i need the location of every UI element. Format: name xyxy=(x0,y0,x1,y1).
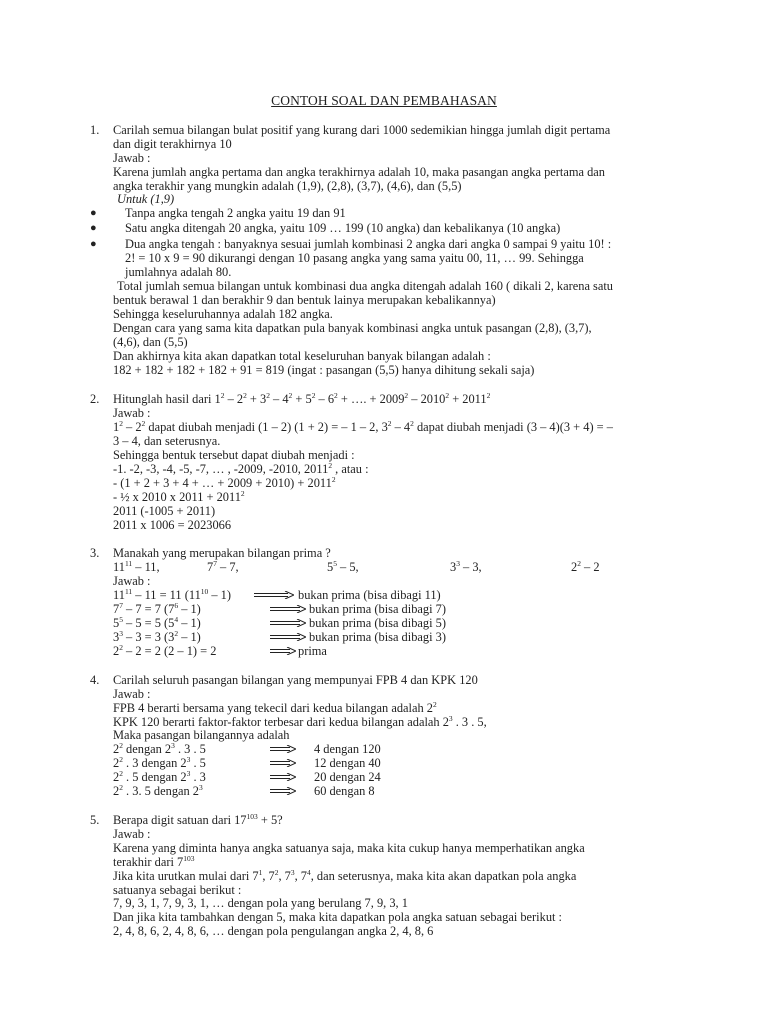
q1-bullet-3-line-1: Dua angka tengah : banyaknya sesuai jumlah kombinasi 2 angka dari angka 0 sampai 9 yaitu 10! : xyxy=(125,237,612,251)
q2-question: Hitunglah hasil dari $1^2 - 2^2 + 3^2 - 4^2 + 5^2 - 6^2$ + …. + $2009^2 - 2010^2 + 2011^2$ xyxy=(113,391,491,406)
q1-jawab: Jawab : xyxy=(113,151,151,165)
q4-jawab: Jawab : xyxy=(113,687,151,701)
q5-line-4: satuanya sebagai berikut : xyxy=(113,883,242,897)
q1-bullet-3-line-3: jumlahnya adalah 80. xyxy=(125,265,232,279)
q2-line-6: - ½ x 2010 x $2011 + 2011^2$ xyxy=(113,489,245,504)
q2-jawab: Jawab : xyxy=(113,406,151,420)
q3-question: Manakah yang merupakan bilangan prima ? xyxy=(113,546,331,560)
q4-pair-4-expr: $2^2$ . 3. 5 dengan $2^3$ xyxy=(113,783,203,798)
right-arrow-icon xyxy=(270,633,306,641)
right-arrow-icon xyxy=(270,647,296,655)
q5-number: 5. xyxy=(90,813,100,827)
right-arrow-icon xyxy=(270,745,296,753)
q4-pair-4-result: 60 dengan 8 xyxy=(314,784,375,798)
q3-row-2-result: bukan prima (bisa dibagi 7) xyxy=(309,602,446,616)
q1-question-line-1: Carilah semua bilangan bulat positif yang kurang dari 1000 sedemikian hingga jumlah digit pertama xyxy=(113,123,611,137)
q3-row-3-result: bukan prima (bisa dibagi 5) xyxy=(309,616,446,630)
q3-option-1: $11^{11} - 11$, xyxy=(113,559,160,574)
q3-row-1-expr: $11^{11} - 11 = 11$ $(11^{10} - 1)$ xyxy=(113,587,231,602)
right-arrow-icon xyxy=(270,605,306,613)
right-arrow-icon xyxy=(254,591,294,599)
q4-pair-2-expr: $2^2$ . 3 dengan $2^3$ . 5 xyxy=(113,755,206,770)
q1-question-line-2: dan digit terakhirnya 10 xyxy=(113,137,232,151)
right-arrow-icon xyxy=(270,773,296,781)
q2-line-7: 2011 (-1005 + 2011) xyxy=(113,504,216,518)
q1-dengan-line-2: (4,6), dan (5,5) xyxy=(113,335,188,349)
q4-pair-1-expr: $2^2$ dengan $2^3$ . 3 . 5 xyxy=(113,741,206,756)
q1-untuk-heading: Untuk (1,9) xyxy=(117,192,175,206)
q1-sehingga: Sehingga keseluruhannya adalah 182 angka. xyxy=(113,307,333,321)
q1-result: 182 + 182 + 182 + 182 + 91 = 819 (ingat : pasangan (5,5) hanya dihitung sekali saja) xyxy=(113,363,535,377)
q2-line-4: -1. -2, -3, -4, -5, -7, … , -2009, -2010, 2011$^2$ , atau : xyxy=(113,461,369,476)
q4-fpb-line: FPB 4 berarti bersama yang tekecil dari kedua bilangan adalah $2^2$ xyxy=(113,700,437,715)
bullet-icon: ● xyxy=(90,238,97,250)
right-arrow-icon xyxy=(270,619,306,627)
q4-number: 4. xyxy=(90,673,100,687)
q2-number: 2. xyxy=(90,392,100,406)
q2-line-5: - (1 + 2 + 3 + 4 + … + $2009 + 2010) + 2011^2$ xyxy=(113,475,336,490)
q2-line-8: 2011 x 1006 = 2023066 xyxy=(113,518,232,532)
q1-intro-line-2: angka terakhir yang mungkin adalah (1,9), (2,8), (3,7), (4,6), dan (5,5) xyxy=(113,179,462,193)
q1-intro-line-1: Karena jumlah angka pertama dan angka terakhirnya adalah 10, maka pasangan angka pertama dan xyxy=(113,165,605,179)
q3-option-2: $7^7 - 7$, xyxy=(207,559,239,574)
q3-row-3-expr: $5^5 - 5 = 5$ $(5^4 - 1)$ xyxy=(113,615,201,630)
q5-line-3: Jika kita urutkan mulai dari $7^1$, $7^2$, $7^3$, $7^4$, dan seterusnya, maka kita akan dapatkan pola angka xyxy=(113,868,577,883)
q3-option-4: $3^3 - 3$, xyxy=(450,559,482,574)
q1-total-line-1: Total jumlah semua bilangan untuk kombinasi dua angka ditengah adalah 160 ( dikali 2, karena satu xyxy=(117,279,613,293)
q3-option-5: $2^2 - 2$ xyxy=(571,559,600,574)
q5-jawab: Jawab : xyxy=(113,827,151,841)
q4-maka: Maka pasangan bilangannya adalah xyxy=(113,728,290,742)
right-arrow-icon xyxy=(270,759,296,767)
q3-row-5-expr: $2^2 - 2 = 2$ (2 – 1) = 2 xyxy=(113,643,217,658)
q5-line-6: Dan jika kita tambahkan dengan 5, maka kita dapatkan pola angka satuan sebagai berikut : xyxy=(113,910,563,924)
q4-pair-1-result: 4 dengan 120 xyxy=(314,742,381,756)
q4-question: Carilah seluruh pasangan bilangan yang mempunyai FPB 4 dan KPK 120 xyxy=(113,673,478,687)
q3-option-3: $5^5 - 5$, xyxy=(327,559,359,574)
bullet-icon: ● xyxy=(90,207,97,219)
q1-bullet-1: Tanpa angka tengah 2 angka yaitu 19 dan 91 xyxy=(125,206,346,220)
q1-number: 1. xyxy=(90,123,100,137)
q4-pair-3-result: 20 dengan 24 xyxy=(314,770,381,784)
q1-dengan-line-1: Dengan cara yang sama kita dapatkan pula banyak kombinasi angka untuk pasangan (2,8), (3,7), xyxy=(113,321,592,335)
q1-total-line-2: bentuk berawal 1 dan berakhir 9 dan bentuk lainya merupakan kebalikannya) xyxy=(113,293,496,307)
q5-line-7: 2, 4, 8, 6, 2, 4, 8, 6, … dengan pola pengulangan angka 2, 4, 8, 6 xyxy=(113,924,434,938)
q1-bullet-3-line-2: 2! = 10 x 9 = 90 dikurangi dengan 10 pasang angka yang sama yaitu 00, 11, … 99. Sehingga xyxy=(125,251,584,265)
q5-question: Berapa digit satuan dari $17^{103} + 5$? xyxy=(113,812,283,827)
q4-kpk-line: KPK 120 berarti faktor-faktor terbesar dari kedua bilangan adalah $2^3$ . 3 . 5, xyxy=(113,714,487,729)
q3-row-5-result: prima xyxy=(298,644,327,658)
q4-pair-3-expr: $2^2$ . 5 dengan $2^3$ . 3 xyxy=(113,769,206,784)
document-title: CONTOH SOAL DAN PEMBAHASAN xyxy=(271,93,497,108)
q1-bullet-2: Satu angka ditengah 20 angka, yaitu 109 … 199 (10 angka) dan kebalikanya (10 angka) xyxy=(125,221,561,235)
q5-line-2: terakhir dari $7^{103}$ xyxy=(113,854,195,869)
q5-line-5: 7, 9, 3, 1, 7, 9, 3, 1, … dengan pola yang berulang 7, 9, 3, 1 xyxy=(113,896,408,910)
q2-line-2: 3 – 4, dan seterusnya. xyxy=(113,434,221,448)
q3-jawab: Jawab : xyxy=(113,574,151,588)
q3-number: 3. xyxy=(90,546,100,560)
q3-row-4-expr: $3^3 - 3 = 3$ $(3^2 - 1)$ xyxy=(113,629,201,644)
q3-row-1-result: bukan prima (bisa dibagi 11) xyxy=(298,588,441,602)
q2-line-3: Sehingga bentuk tersebut dapat diubah menjadi : xyxy=(113,448,355,462)
q1-akhir: Dan akhirnya kita akan dapatkan total keseluruhan banyak bilangan adalah : xyxy=(113,349,491,363)
q3-row-2-expr: $7^7 - 7 = 7$ $(7^6 - 1)$ xyxy=(113,601,201,616)
q5-line-1: Karena yang diminta hanya angka satuanya saja, maka kita cukup hanya memperhatikan angka xyxy=(113,841,585,855)
q4-pair-2-result: 12 dengan 40 xyxy=(314,756,381,770)
q3-row-4-result: bukan prima (bisa dibagi 3) xyxy=(309,630,446,644)
q2-line-1: $1^2 - 2^2$ dapat diubah menjadi (1 – 2) (1 + 2) = – 1 – 2, $3^2 - 4^2$ dapat diubah menjadi (3 – 4)(3 + 4) = – xyxy=(113,419,613,434)
bullet-icon: ● xyxy=(90,222,97,234)
right-arrow-icon xyxy=(270,787,296,795)
